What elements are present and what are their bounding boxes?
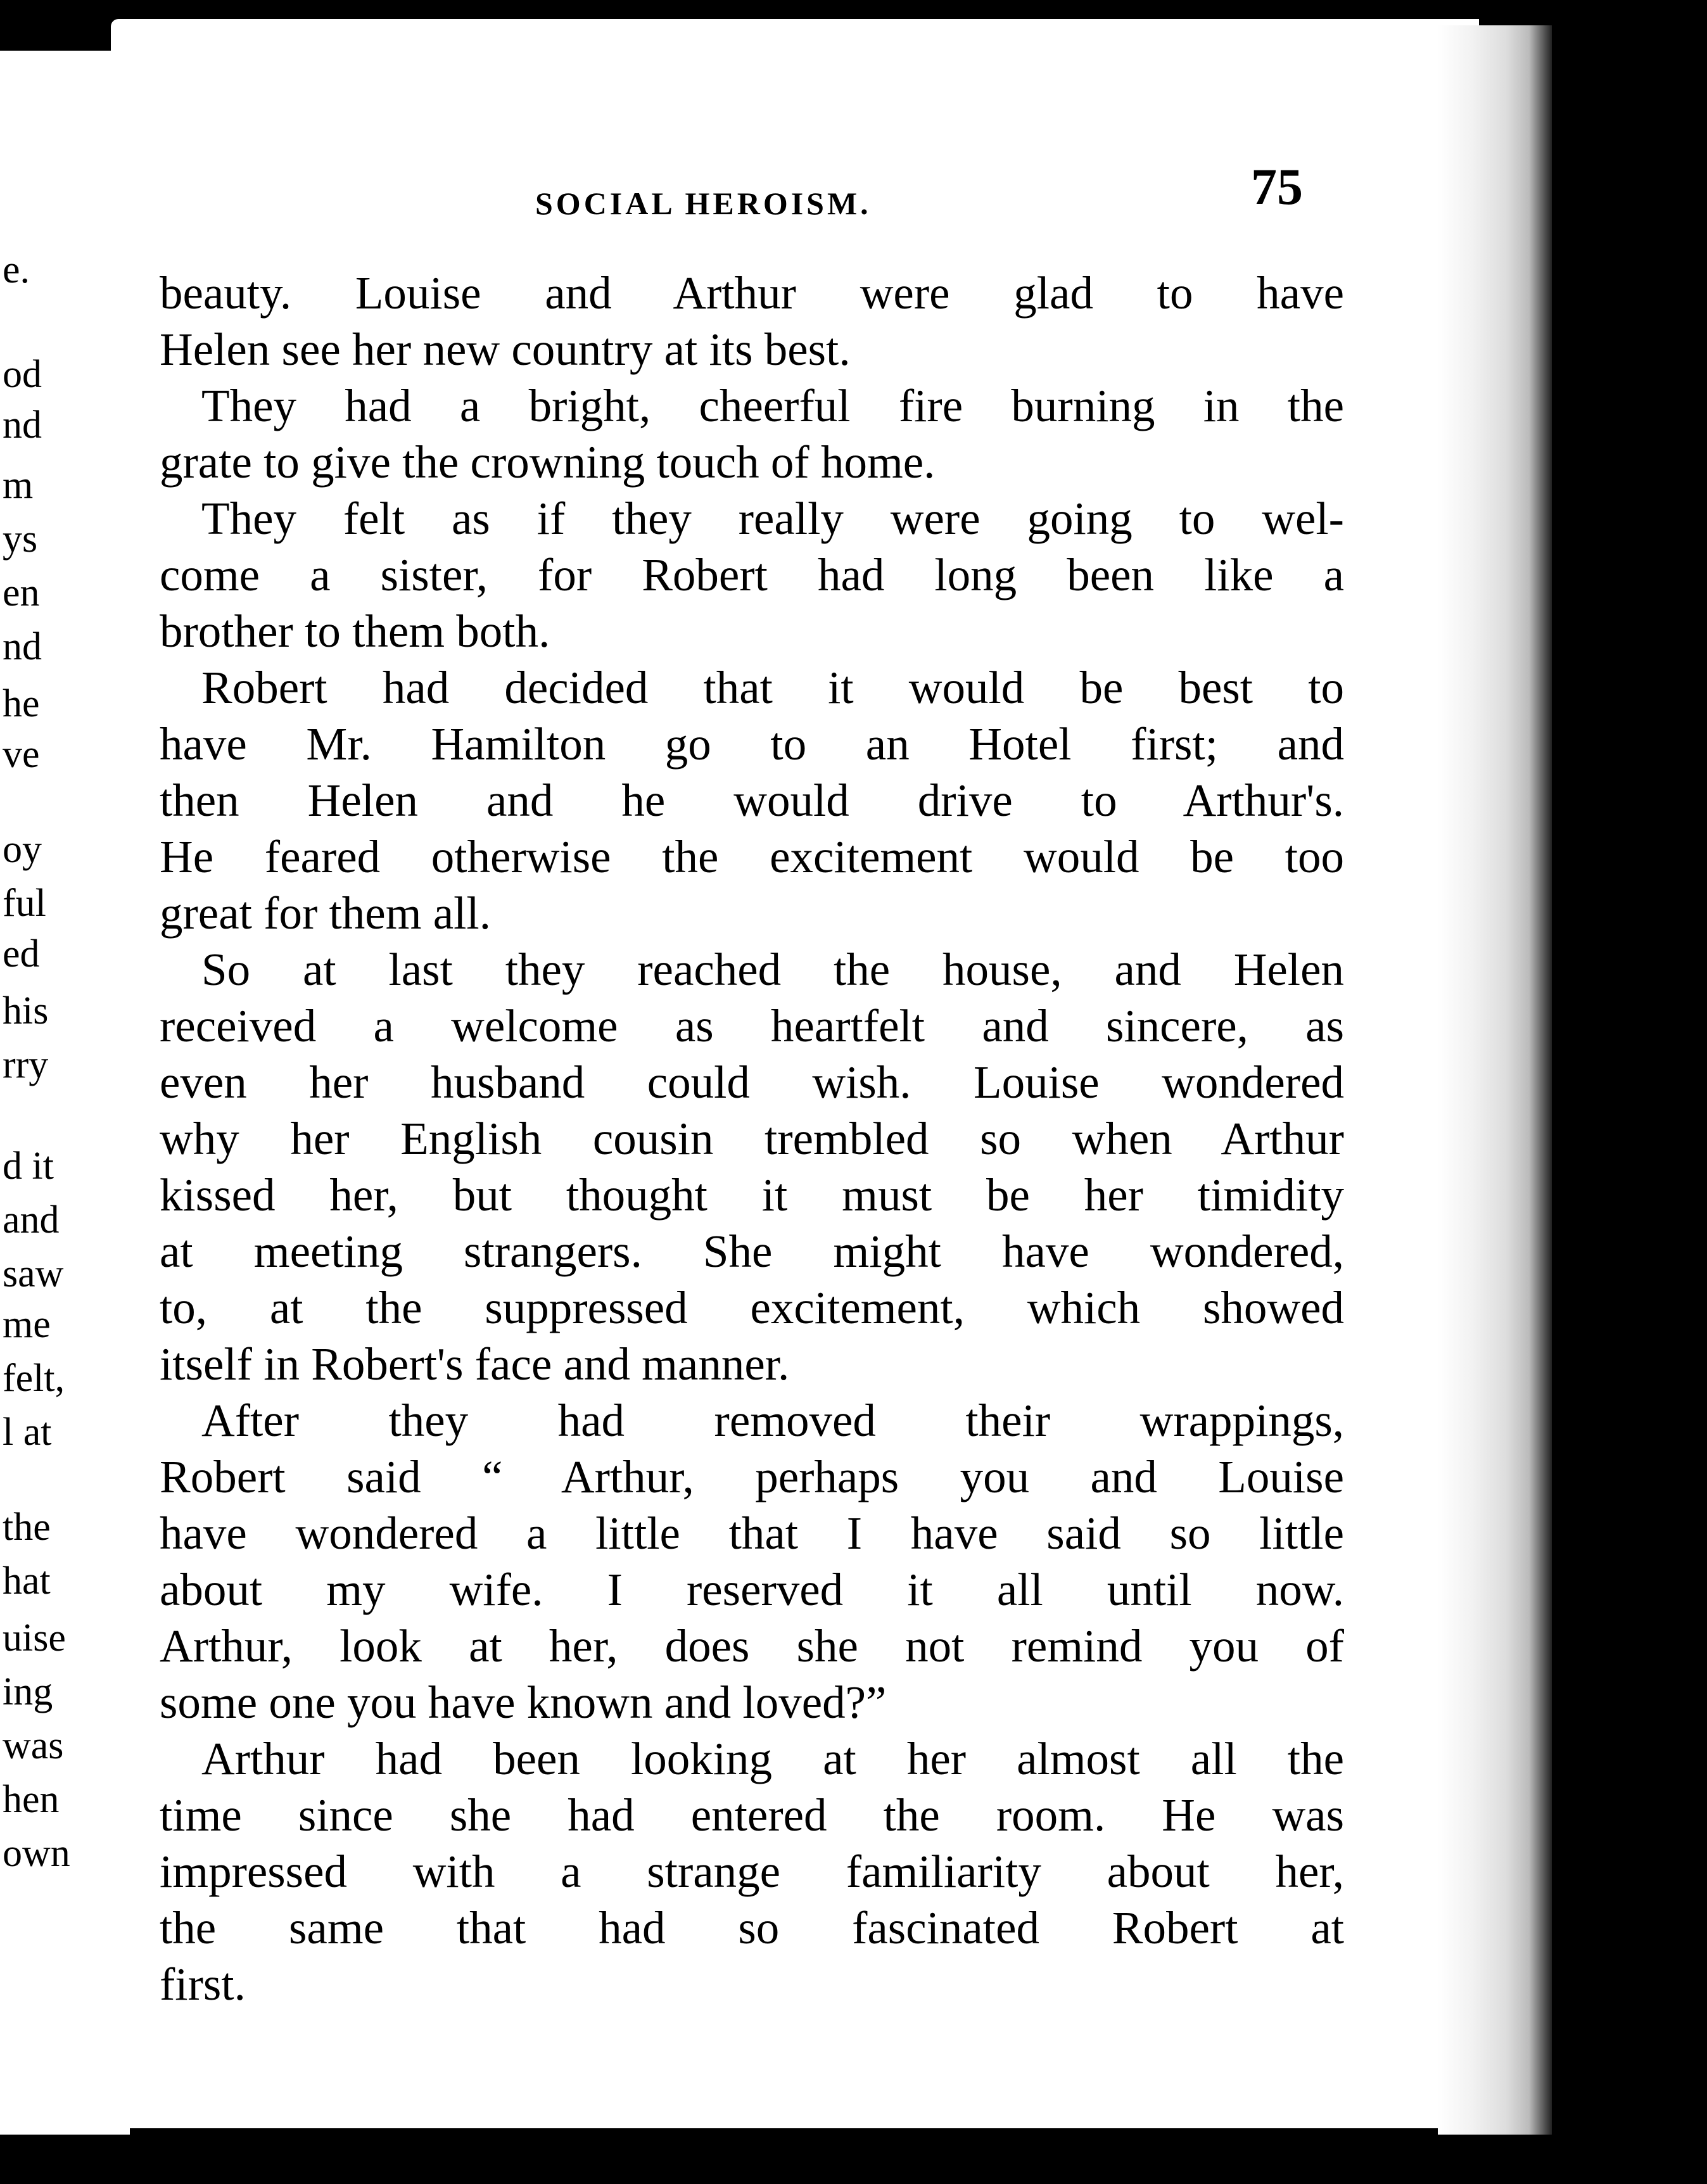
text-line: to, at the suppressed excitement, which showed [160, 1282, 1344, 1333]
facing-page-text: uise [3, 1616, 66, 1660]
facing-page-text: me [3, 1303, 51, 1346]
text-line: why her English cousin trembled so when Arthur [160, 1113, 1344, 1164]
text-line: After they had removed their wrappings, [201, 1395, 1344, 1446]
text-line: itself in Robert's face and manner. [160, 1338, 790, 1390]
text-line: kissed her, but thought it must be her timidity [160, 1169, 1344, 1221]
text-line: Arthur, look at her, does she not remind you of [160, 1620, 1344, 1672]
facing-page-text: and [3, 1198, 60, 1241]
text-line: Robert had decided that it would be best to [201, 662, 1344, 713]
text-line: even her husband could wish. Louise wondered [160, 1057, 1344, 1108]
text-line: some one you have known and loved?” [160, 1677, 887, 1728]
facing-page-text: ful [3, 882, 46, 925]
facing-page-text: his [3, 989, 49, 1032]
text-line: Arthur had been looking at her almost all the [201, 1733, 1344, 1784]
text-line: time since she had entered the room. He was [160, 1789, 1344, 1841]
text-line: They felt as if they really were going to wel- [201, 493, 1344, 544]
text-line: at meeting strangers. She might have wondered, [160, 1226, 1344, 1277]
text-line: grate to give the crowning touch of home. [160, 436, 936, 488]
text-line: He feared otherwise the excitement would be too [160, 831, 1344, 882]
text-line: first. [160, 1959, 246, 2010]
facing-page-text: od [3, 353, 42, 396]
facing-page-text: hen [3, 1778, 60, 1821]
body-text [160, 265, 1344, 2012]
text-line: the same that had so fascinated Robert at [160, 1902, 1344, 1953]
text-line: brother to them both. [160, 606, 550, 657]
facing-page-text: ing [3, 1670, 53, 1713]
facing-page-text: the [3, 1506, 51, 1549]
facing-page-text: oy [3, 828, 42, 871]
facing-page-text: ve [3, 733, 40, 776]
facing-page-text: l at [3, 1411, 52, 1454]
facing-page-text: ed [3, 932, 40, 975]
text-line: received a welcome as heartfelt and sincere, as [160, 1000, 1344, 1051]
text-line: great for them all. [160, 887, 491, 939]
text-line: have Mr. Hamilton go to an Hotel first; and [160, 718, 1344, 770]
text-line: about my wife. I reserved it all until now. [160, 1564, 1344, 1615]
facing-page-text: he [3, 682, 40, 725]
text-line: Robert said “ Arthur, perhaps you and Louise [160, 1451, 1344, 1502]
text-line: impressed with a strange familiarity about her, [160, 1846, 1344, 1897]
running-head: SOCIAL HEROISM. [535, 186, 872, 221]
facing-page-text: ys [3, 517, 38, 561]
facing-page-text: nd [3, 403, 42, 447]
facing-page-text: hat [3, 1559, 51, 1603]
page-number: 75 [1251, 158, 1303, 215]
facing-page-text: saw [3, 1252, 64, 1295]
facing-page-text: was [3, 1724, 64, 1767]
facing-page-text: nd [3, 625, 42, 668]
page-edge [1438, 25, 1552, 2135]
facing-page-text: felt, [3, 1357, 65, 1400]
text-line: They had a bright, cheerful fire burning in the [201, 380, 1344, 431]
text-line: So at last they reached the house, and Helen [201, 944, 1344, 995]
binding-shadow [1552, 0, 1707, 2184]
facing-page-text: m [3, 464, 34, 507]
text-line: beauty. Louise and Arthur were glad to have [160, 267, 1344, 319]
text-line: then Helen and he would drive to Arthur's. [160, 775, 1344, 826]
facing-page-text: rry [3, 1043, 49, 1086]
text-line: come a sister, for Robert had long been like a [160, 549, 1344, 600]
facing-page-text: en [3, 571, 40, 614]
facing-page-text: e. [3, 248, 30, 291]
facing-page-text: own [3, 1832, 70, 1875]
text-line: have wondered a little that I have said so little [160, 1508, 1344, 1559]
facing-page-text: d it [3, 1145, 54, 1188]
text-line: Helen see her new country at its best. [160, 324, 851, 375]
